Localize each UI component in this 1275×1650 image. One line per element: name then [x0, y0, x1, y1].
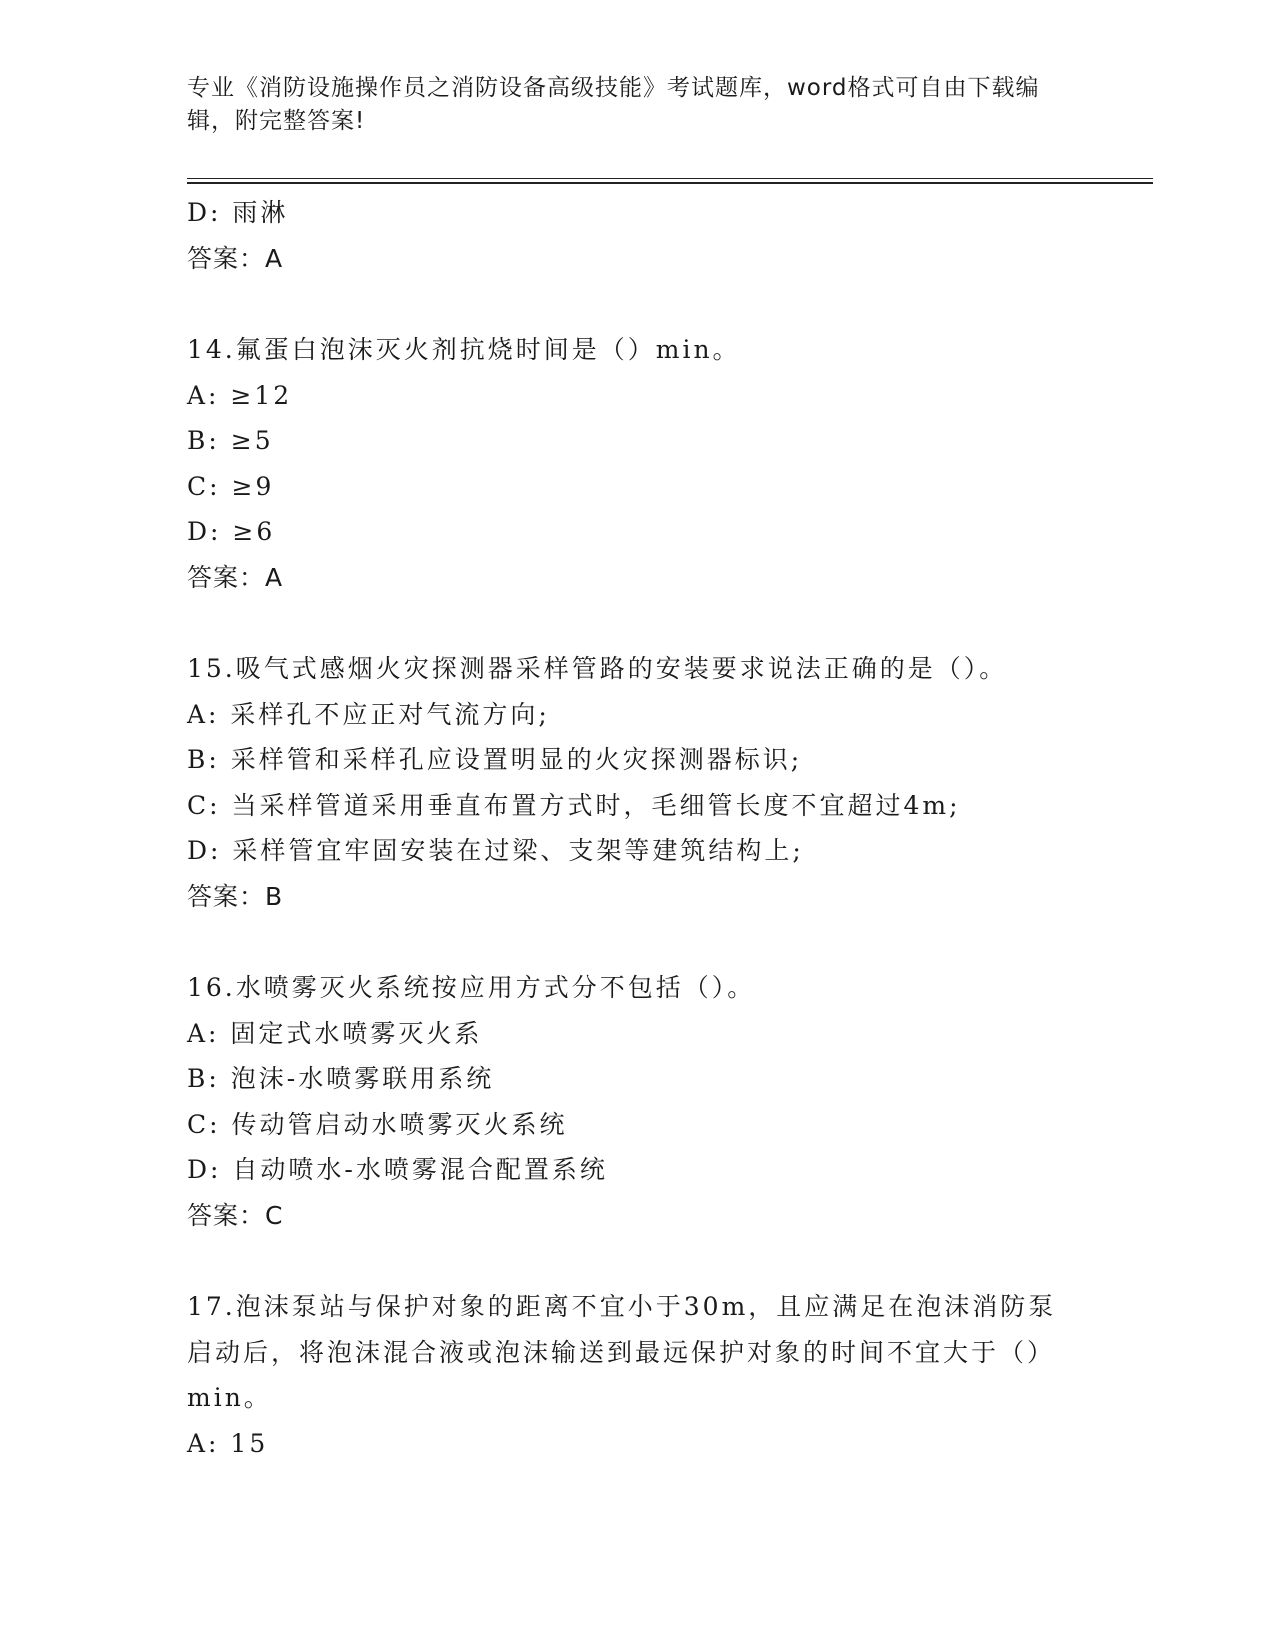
document-header: 专业《消防设施操作员之消防设备高级技能》考试题库，word格式可自由下载编辑，附完整答案!	[187, 75, 1040, 134]
option-a: A: 采样孔不应正对气流方向;	[187, 699, 550, 729]
spacer	[187, 281, 1067, 327]
option-b: B: 泡沫-水喷雾联用系统	[187, 1064, 495, 1093]
spacer	[187, 600, 1067, 646]
question-stem-17: 17.泡沫泵站与保护对象的距离不宜小于30m，且应满足在泡沫消防泵启动后，将泡沫混合液或泡沫输送到最远保护对象的时间不宜大于（）min。	[187, 1292, 1057, 1412]
question-stem-15: 15.吸气式感烟火灾探测器采样管路的安装要求说法正确的是（）。	[187, 654, 1008, 683]
option-c: C: 当采样管道采用垂直布置方式时，毛细管长度不宜超过4m;	[187, 790, 961, 820]
spacer	[187, 919, 1067, 965]
header-rule-thick	[187, 182, 1153, 184]
option-a: A: 15	[187, 1428, 269, 1458]
answer-line: 答案：A	[187, 562, 284, 592]
spacer	[187, 1238, 1067, 1284]
option-b: B: 采样管和采样孔应设置明显的火灾探测器标识;	[187, 745, 803, 774]
option-d: D: 采样管宜牢固安装在过梁、支架等建筑结构上;	[187, 836, 804, 865]
option-a: A: 固定式水喷雾灭火系	[187, 1018, 483, 1048]
answer-line: 答案：B	[187, 881, 284, 911]
option-a: A: ≥12	[187, 380, 293, 410]
question-list	[187, 190, 1067, 1466]
answer-line: 答案：A	[187, 243, 284, 273]
question-stem-16: 16.水喷雾灭火系统按应用方式分不包括（）。	[187, 973, 756, 1002]
answer-line: 答案：C	[187, 1200, 284, 1230]
option-d: D: 自动喷水-水喷雾混合配置系统	[187, 1155, 608, 1184]
option-d: D: ≥6	[187, 517, 276, 546]
option-c: C: ≥9	[187, 471, 275, 501]
question-stem-14: 14.氟蛋白泡沫灭火剂抗烧时间是（）min。	[187, 335, 741, 364]
option-d: D: 雨淋	[187, 198, 289, 227]
option-c: C: 传动管启动水喷雾灭火系统	[187, 1109, 568, 1139]
header-rule-thin	[187, 178, 1153, 179]
option-b: B: ≥5	[187, 426, 274, 455]
